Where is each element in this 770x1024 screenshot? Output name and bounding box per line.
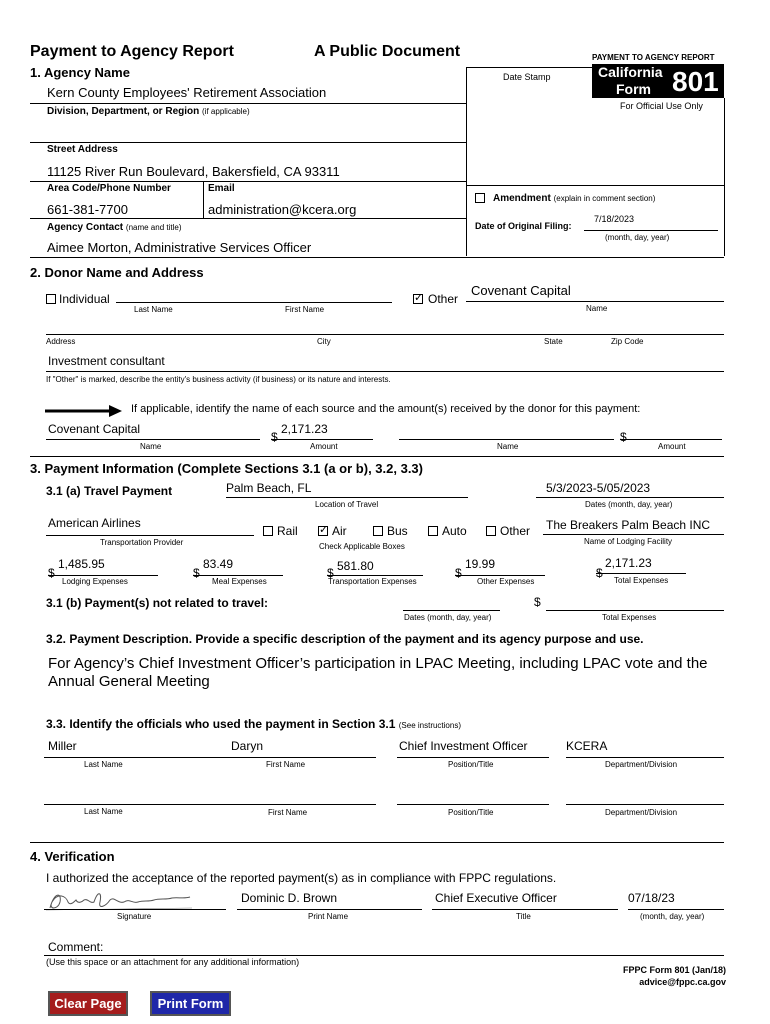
bus-label: Bus [387, 524, 408, 538]
rail-label: Rail [277, 524, 298, 538]
meal-caption: Meal Expenses [212, 577, 267, 586]
source1-amount[interactable]: 2,171.23 [281, 422, 328, 436]
section3-heading: 3. Payment Information (Complete Sections 3.1 (a or b), 3.2, 3.3) [30, 461, 423, 476]
source1-dollar: $ [271, 430, 278, 444]
lodging-dollar: $ [48, 566, 55, 580]
travel-location[interactable]: Palm Beach, FL [226, 481, 312, 495]
badge-california: California [598, 64, 663, 80]
officials-label-text: 3.3. Identify the officials who used the payment in Section 3.1 [46, 717, 396, 731]
amendment-label [493, 193, 655, 204]
badge-number: 801 [672, 66, 719, 97]
contact-note: (name and title) [125, 223, 182, 232]
payment-description[interactable]: For Agency’s Chief Investment Officer’s participation in LPAC Meeting, including LPAC vote and the Annual General Meeting [48, 655, 708, 690]
contact-label [47, 222, 182, 233]
official1-last-caption: Last Name [84, 760, 123, 769]
contact-label-text: Agency Contact [47, 222, 124, 233]
street-label: Street Address [47, 144, 118, 155]
top-right-label: PAYMENT TO AGENCY REPORT [592, 53, 715, 62]
official-use-label: For Official Use Only [620, 101, 703, 111]
form-title: Payment to Agency Report [30, 43, 234, 60]
source-instruction: If applicable, identify the name of each source and the amount(s) received by the donor for this payment: [131, 403, 641, 415]
officials-label [46, 717, 461, 731]
description-label: 3.2. Payment Description. Provide a specific description of the payment and its agency purpose and use. [46, 632, 644, 646]
source1-name-caption: Name [140, 442, 162, 451]
auto-label: Auto [442, 524, 467, 538]
official2-position-caption: Position/Title [448, 808, 494, 817]
agency-name[interactable]: Kern County Employees' Retirement Association [47, 85, 327, 100]
comment-field[interactable] [44, 955, 724, 956]
original-filing-note: (month, day, year) [605, 233, 670, 242]
phone-label: Area Code/Phone Number [47, 183, 171, 194]
zip-caption: Zip Code [611, 337, 644, 346]
official1-first-caption: First Name [266, 760, 306, 769]
verifier-title[interactable]: Chief Executive Officer [435, 891, 557, 905]
comment-note: (Use this space or an attachment for any additional information) [46, 957, 300, 967]
title-caption: Title [516, 912, 531, 921]
rail-checkbox[interactable] [263, 526, 273, 536]
activity-note: If "Other" is marked, describe the entity's business activity (if business) or its nature and interests. [46, 375, 391, 384]
badge-form: Form [616, 81, 651, 97]
travel-label: 3.1 (a) Travel Payment [46, 484, 173, 498]
form-badge [592, 64, 724, 98]
auto-checkbox[interactable] [428, 526, 438, 536]
date-caption: (month, day, year) [640, 912, 705, 921]
official1-last[interactable]: Miller [48, 739, 77, 753]
officials-note: (See instructions) [398, 721, 461, 730]
nontravel-dates-caption: Dates (month, day, year) [404, 613, 492, 622]
nontravel-dollar: $ [534, 595, 541, 609]
air-label: Air [332, 524, 347, 538]
print-name[interactable]: Dominic D. Brown [241, 891, 338, 905]
official1-first[interactable]: Daryn [231, 739, 264, 753]
location-caption: Location of Travel [315, 500, 379, 509]
date-stamp-label: Date Stamp [503, 72, 551, 82]
address-caption: Address [46, 337, 76, 346]
nontravel-total-caption: Total Expenses [602, 613, 657, 622]
meal-amount[interactable]: 83.49 [203, 557, 234, 571]
other-checkbox[interactable] [413, 294, 423, 304]
email-value[interactable]: administration@kcera.org [208, 202, 357, 217]
division-note: (if applicable) [202, 107, 250, 116]
first-name-caption: First Name [285, 305, 325, 314]
other-transport-label: Other [500, 524, 531, 538]
phone-value[interactable]: 661-381-7700 [47, 202, 128, 217]
donor-activity[interactable]: Investment consultant [48, 354, 165, 368]
lodging-facility-caption: Name of Lodging Facility [584, 537, 673, 546]
fppc-email: advice@fppc.ca.gov [639, 977, 726, 987]
amendment-note: (explain in comment section) [553, 194, 656, 203]
bus-checkbox[interactable] [373, 526, 383, 536]
donor-name[interactable]: Covenant Capital [471, 283, 571, 298]
signature-image [44, 888, 194, 914]
arrow-right-icon [45, 404, 123, 418]
individual-label: Individual [59, 292, 110, 306]
dates-caption: Dates (month, day, year) [585, 500, 673, 509]
last-name-caption: Last Name [134, 305, 173, 314]
official1-dept-caption: Department/Division [605, 760, 678, 769]
clear-page-button[interactable]: Clear Page [48, 991, 128, 1016]
other-exp-amount[interactable]: 19.99 [465, 557, 496, 571]
print-form-button[interactable]: Print Form [150, 991, 231, 1016]
form-id: FPPC Form 801 (Jan/18) [622, 965, 726, 975]
other-exp-dollar: $ [455, 566, 462, 580]
contact-value[interactable]: Aimee Morton, Administrative Services Officer [47, 240, 312, 255]
original-filing-date[interactable]: 7/18/2023 [594, 214, 635, 224]
signature-caption: Signature [117, 912, 152, 921]
verification-statement: I authorized the acceptance of the reported payment(s) as in compliance with FPPC regulations. [46, 871, 557, 885]
amendment-checkbox[interactable] [475, 193, 485, 203]
individual-checkbox[interactable] [46, 294, 56, 304]
email-label: Email [208, 183, 235, 194]
print-name-caption: Print Name [308, 912, 349, 921]
official1-position-caption: Position/Title [448, 760, 494, 769]
meal-dollar: $ [193, 566, 200, 580]
donor-name-caption: Name [586, 304, 608, 313]
official1-dept[interactable]: KCERA [566, 739, 608, 753]
air-checkbox[interactable] [318, 526, 328, 536]
travel-dates[interactable]: 5/3/2023-5/05/2023 [546, 481, 651, 495]
street-address[interactable]: 11125 River Run Boulevard, Bakersfield, CA 93311 [47, 164, 340, 179]
city-caption: City [317, 337, 331, 346]
provider-caption: Transportation Provider [100, 538, 184, 547]
amendment-label-text: Amendment [493, 193, 551, 204]
original-filing-label: Date of Original Filing: [475, 221, 572, 231]
source2-amount-caption: Amount [658, 442, 686, 451]
verification-date[interactable]: 07/18/23 [628, 891, 675, 905]
source2-name-caption: Name [497, 442, 519, 451]
transport-provider[interactable]: American Airlines [48, 516, 141, 530]
transport-amount[interactable]: 581.80 [337, 559, 374, 573]
division-label [47, 106, 250, 117]
other-exp-caption: Other Expenses [477, 577, 535, 586]
lodging-facility[interactable]: The Breakers Palm Beach INC [546, 518, 711, 532]
state-caption: State [544, 337, 563, 346]
form-subtitle: A Public Document [314, 43, 461, 60]
check-boxes-caption: Check Applicable Boxes [319, 542, 405, 551]
section2-heading: 2. Donor Name and Address [30, 265, 204, 280]
section4-heading: 4. Verification [30, 849, 115, 864]
source1-name[interactable]: Covenant Capital [48, 422, 141, 436]
official2-dept-caption: Department/Division [605, 808, 678, 817]
other-transport-checkbox[interactable] [486, 526, 496, 536]
transport-caption: Transportation Expenses [328, 577, 417, 586]
total-dollar: $ [596, 566, 603, 580]
nontravel-label: 3.1 (b) Payment(s) not related to travel: [46, 596, 269, 610]
official2-first-caption: First Name [268, 808, 308, 817]
source1-amount-caption: Amount [310, 442, 338, 451]
transport-dollar: $ [327, 566, 334, 580]
total-caption: Total Expenses [614, 576, 669, 585]
official1-position[interactable]: Chief Investment Officer [399, 739, 528, 753]
division-label-text: Division, Department, or Region [47, 106, 200, 117]
comment-label: Comment: [48, 940, 104, 954]
lodging-amount[interactable]: 1,485.95 [58, 557, 105, 571]
source2-dollar: $ [620, 430, 627, 444]
official2-last-caption: Last Name [84, 807, 123, 816]
total-amount[interactable]: 2,171.23 [605, 556, 652, 570]
lodging-caption: Lodging Expenses [62, 577, 128, 586]
section1-heading: 1. Agency Name [30, 65, 130, 80]
other-label: Other [428, 292, 459, 306]
